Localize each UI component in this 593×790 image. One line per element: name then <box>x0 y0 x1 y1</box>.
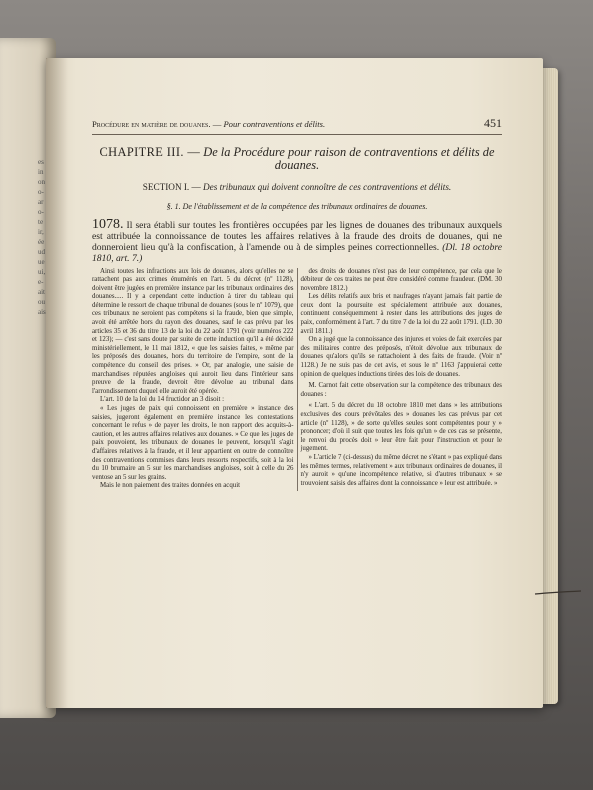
left-page-fragment: ait <box>38 288 45 296</box>
running-head <box>92 116 502 135</box>
left-page-fragment: ar <box>38 198 44 206</box>
paragraph: M. Carnot fait cette observation sur la compétence des tribunaux des douanes : <box>300 382 502 398</box>
left-page-fragment: in <box>38 168 44 176</box>
column-divider <box>297 268 298 491</box>
left-page-fragment: ue <box>38 258 45 266</box>
article-number: 1078. <box>92 216 124 232</box>
book-page <box>46 58 543 708</box>
left-page-fragment: ui, <box>38 268 46 276</box>
section-title: Des tribunaux qui doivent connoître de ces contraventions et délits. <box>203 182 452 192</box>
left-column <box>92 268 294 491</box>
right-column <box>301 268 503 491</box>
running-head-italic: Pour contraventions et délits. <box>223 119 326 129</box>
page-number: 451 <box>484 116 502 130</box>
paragraph: des droits de douanes n'est pas de leur compétence, par cela que le débiteur de ces traites ne peut être considéré comme fraudeur. (DM. 30 novembre 1812.) <box>300 267 502 292</box>
left-page-fragment: ud <box>38 248 45 256</box>
paragraph: « L'art. 5 du décret du 18 octobre 1810 met dans » les attributions exclusives des cours prévôtales des » douanes les cas prévus par cet article (nº 1128), » de sorte qu'elles seules sont compétentes pour y » prononcer; d'où il suit que toutes les fois qu'un » de ces cas se présente, le renvoi du procès doit » leur être fait pour l'instruction et pour le jugement. <box>300 402 502 453</box>
pencil-mark <box>534 590 582 596</box>
running-head-prefix: Procédure en matière de douanes. <box>92 119 211 129</box>
page-content <box>92 116 502 491</box>
left-page-fragment: ou <box>38 298 45 306</box>
left-page-fragment: e- <box>38 278 44 286</box>
left-page-fragment: o- <box>38 208 44 216</box>
article-text: Il sera établi sur toutes les frontières occupées par les lignes de douanes des tribunaux auxquels est attribuée la connoissance de toutes les affaires relatives à la fraude des droits de douanes, qui ne donneroient lieu qu'à la confiscation, à l'amende ou à de simples peines correctionnelles. <box>92 219 502 253</box>
two-column-body <box>92 268 502 491</box>
left-page-fragment: o- <box>38 188 44 196</box>
article-paragraph <box>92 216 503 264</box>
left-page-fragment: ais <box>38 308 46 316</box>
left-page-fragment: on <box>38 178 45 186</box>
gutter-shadow <box>46 58 68 708</box>
paragraph: « Les juges de paix qui connoissent en première » instance des saisies, jugeront également en première instance les contestations concernant le refus » de payer les droits, le non rapport des acquits-à-caution, et les autres affaires relatives aux douanes. » Ce que les juges de paix pouvoient, les tribunaux de douanes le peuvent, lorsqu'il s'agit d'affaires relatives à la fraude, et il leur appartient en outre de connoître des contraventions commises dans leurs ressorts respectifs, soit à la loi du 10 brumaire an 5 sur les marchandises angloises, soit à celle du 26 ventose an 5 sur les grains. <box>92 405 294 481</box>
chapter-heading <box>92 146 502 172</box>
left-page-fragment: ir, <box>38 228 44 236</box>
section-label: SECTION I. — <box>142 182 201 192</box>
paragraph: L'art. 10 de la loi du 14 fructidor an 3 disoit : <box>100 396 225 404</box>
running-head-title: Procédure en matière de douanes. — Pour contraventions et délits. <box>92 119 326 129</box>
left-page-fragment: es <box>38 158 44 166</box>
paragraph: » L'article 7 (ci-dessus) du même décret ne s'étant » pas expliqué dans les mêmes termes, relativement » aux tribunaux ordinaires de douanes, il n'y auroit » qu'une incompétence relative, si d'autres tribunaux » se trouvoient saisis des affaires dont la connoissance » leur est attribuée. » <box>300 453 502 487</box>
left-page-fragment: ée <box>38 238 45 246</box>
section-heading <box>92 182 502 193</box>
subsection-heading: §. 1. De l'établissement et de la compétence des tribunaux ordinaires de douanes. <box>166 201 428 211</box>
paragraph: On a jugé que la connoissance des injures et voies de fait exercées par des militaires contre des préposés, n'étoit dévolue aux tribunaux de douanes qu'alors qu'ils se rattachoient à des faits de fraude. (Voir nº 1128.) Je ne suis pas de cet avis, et sous le nº 1163 j'appuierai cette opinion de quelques inductions tirées des lois de douanes. <box>300 336 502 378</box>
paragraph: Ainsi toutes les infractions aux lois de douanes, alors qu'elles ne se rattachent pas aux crimes énumérés en l'art. 5 du décret (nº 1128), doivent être jugées en première instance par les tribunaux ordinaires des douanes..... Il y a cependant cette induction à tirer du tableau qui détermine le ressort de chaque tribunal de douanes (sous le nº 1079), que ces tribunaux ne seroient pas compétens si la fraude, bien que simple, avoit été arrêtée hors du rayon des douanes, sauf le cas prévu par les articles 35 et 36 du titre 13 de la loi du 22 août 1791 (voir numéros 222 et 123); — c'est sans doute par suite de cette induction qu'il a été décidé ministériellement, le 11 mai 1812, « que les saisies faites, » même par les préposés des douanes, hors du territoire de l'empire, sont de la compétence du conseil des prises. » Or, par analogie, une saisie de marchandises réputées angloises qui auroit lieu dans l'intérieur sans preuve de la fraude, devroit être dévolue au tribunal dans l'arrondissement duquel elle auroit été opérée. <box>92 267 294 395</box>
paragraph: Mais le non paiement des traites données en acquit <box>100 482 241 490</box>
chapter-title: De la Procédure pour raison de contraventions et délits de douanes. <box>203 145 495 172</box>
paragraph: Les délits relatifs aux bris et naufrages n'ayant jamais fait partie de ceux dont la poursuite est spécialement attribuée aux douanes, continuent conséquemment à rester dans les attributions des juges de paix, conformément à l'art. 7 du titre 7 de la loi du 22 août 1791. (I.D. 30 avril 1811.) <box>300 293 502 335</box>
article-citation: (Dl. 18 octobre 1810, art. 7.) <box>92 241 503 264</box>
chapter-label: CHAPITRE III. — <box>99 145 201 159</box>
left-page-fragment: te <box>38 218 44 226</box>
